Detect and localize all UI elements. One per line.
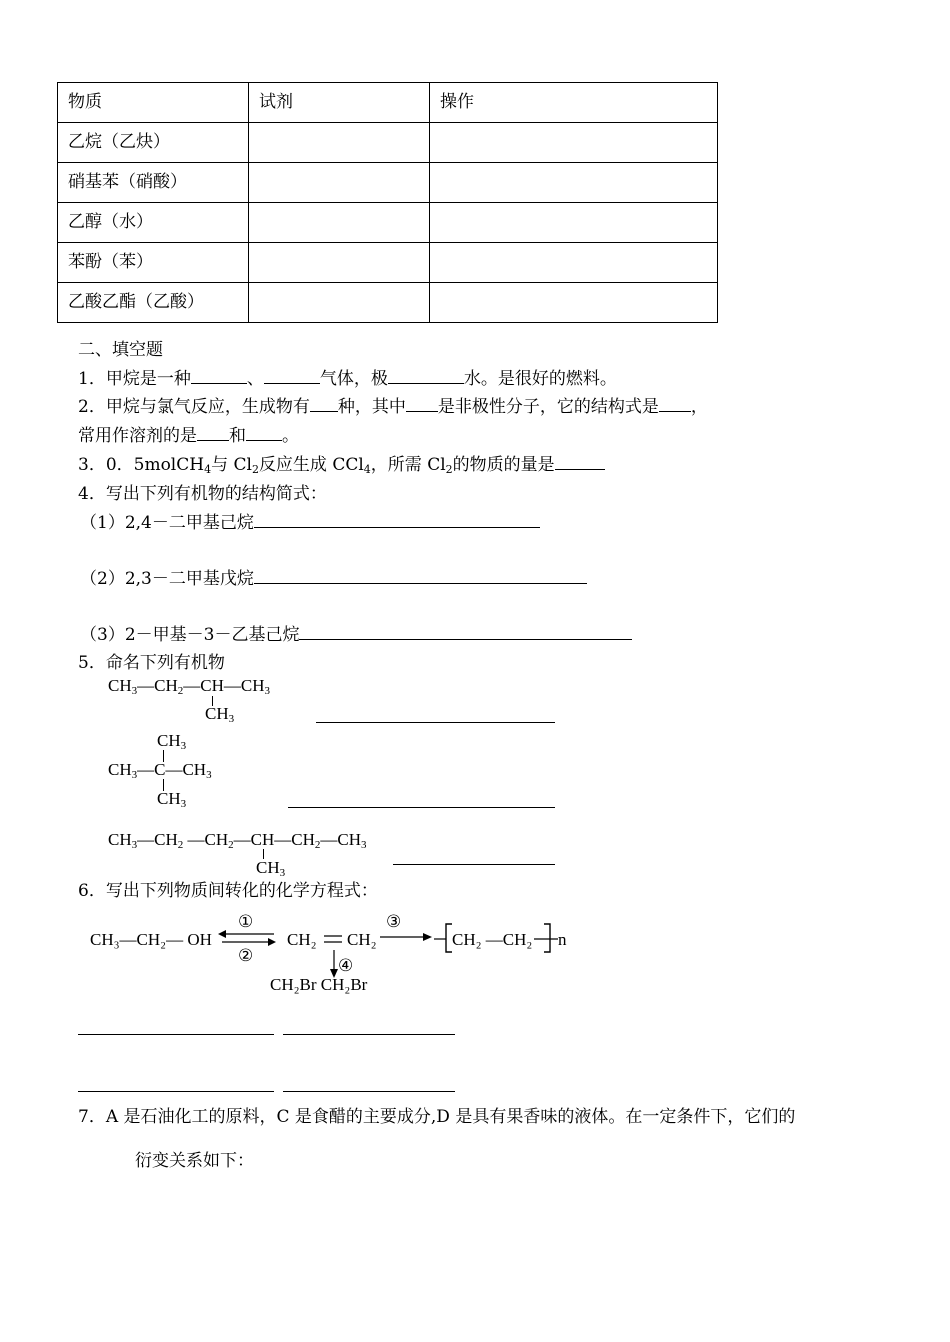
arrow-right-icon: [380, 930, 432, 944]
answer-blank[interactable]: [246, 424, 282, 441]
double-bond-icon: [322, 930, 344, 950]
table-cell[interactable]: [430, 243, 718, 283]
answer-blank[interactable]: [555, 453, 605, 470]
table-header-cell: 试剂: [249, 83, 430, 123]
step-label: ④: [338, 956, 354, 976]
table-cell[interactable]: [249, 123, 430, 163]
step-label: ②: [238, 946, 254, 966]
table-cell[interactable]: [249, 203, 430, 243]
subscript: 2: [251, 463, 259, 476]
q2-text: 2．甲烷与氯气反应，生成物有: [78, 397, 310, 417]
table-cell[interactable]: [249, 283, 430, 323]
polymer-unit: CH₂ —CH₂: [452, 930, 533, 949]
answer-blank[interactable]: [299, 623, 632, 640]
table-cell: 硝基苯（硝酸）: [58, 163, 249, 203]
subscript: 4: [363, 463, 371, 476]
q1-text: 、: [246, 369, 264, 389]
table-header-row: [58, 83, 718, 123]
question-7-line2: 衍变关系如下：: [135, 1151, 254, 1171]
answer-blank[interactable]: [283, 1034, 455, 1035]
answer-blank[interactable]: [659, 395, 691, 412]
answer-blank[interactable]: [388, 367, 464, 384]
q2-text: ，: [690, 397, 708, 417]
question-7-line1: 7．A 是石油化工的原料，C 是食醋的主要成分,D 是具有果香味的液体。在一定条件下，它们的: [78, 1107, 796, 1127]
answer-blank[interactable]: [393, 864, 555, 865]
table-row: [58, 243, 718, 283]
table-cell: 乙烷（乙炔）: [58, 123, 249, 163]
table-header-cell: 操作: [430, 83, 718, 123]
answer-blank[interactable]: [197, 424, 229, 441]
answer-blank[interactable]: [310, 395, 338, 412]
q1-text: 1．甲烷是一种: [78, 369, 191, 389]
question-3: [78, 450, 605, 476]
dibromoethane: CH₂Br CH₂Br: [270, 975, 368, 994]
table-row: [58, 163, 718, 203]
table-header-cell: 物质: [58, 83, 249, 123]
table-row: [58, 203, 718, 243]
question-2: [78, 392, 708, 417]
q2-text: 。: [282, 426, 299, 446]
table-cell: 乙酸乙酯（乙酸）: [58, 283, 249, 323]
answer-blank[interactable]: [191, 367, 247, 384]
question-5-title: 5．命名下列有机物: [78, 653, 225, 673]
q2-text: 种，其中: [337, 397, 406, 417]
answer-blank[interactable]: [78, 1091, 274, 1092]
q2-text: 是非极性分子，它的结构式是: [437, 397, 659, 417]
table-cell[interactable]: [430, 283, 718, 323]
table-cell[interactable]: [430, 203, 718, 243]
answer-blank[interactable]: [254, 511, 540, 528]
table-cell[interactable]: [249, 163, 430, 203]
ethanol-formula: CH₃—CH₂— OH: [90, 930, 212, 949]
question-6-title: 6．写出下列物质间转化的化学方程式：: [78, 881, 378, 901]
answer-blank[interactable]: [288, 807, 555, 808]
polymer-n: n: [558, 930, 567, 949]
q4-item: [80, 620, 632, 645]
q4-item: [80, 564, 587, 589]
question-4-title: 4．写出下列有机物的结构简式：: [78, 484, 327, 504]
answer-blank[interactable]: [254, 567, 587, 584]
table-cell[interactable]: [430, 163, 718, 203]
table-cell[interactable]: [430, 123, 718, 163]
table-cell: 乙醇（水）: [58, 203, 249, 243]
q3-text: 的物质的量是: [452, 455, 555, 475]
q3-text: 3．0．5molCH: [78, 455, 205, 475]
step-label: ①: [238, 912, 254, 932]
q1-text: 水。是很好的燃料。: [463, 369, 617, 389]
q4-item-label: （2）2,3－二甲基戊烷: [80, 569, 254, 589]
step-label: ③: [386, 912, 402, 932]
q4-item-label: （1）2,4－二甲基己烷: [80, 513, 254, 533]
q3-text: 与 Cl: [211, 455, 252, 475]
q2-text: 和: [229, 426, 246, 446]
subscript: 4: [204, 463, 212, 476]
answer-blank[interactable]: [406, 395, 438, 412]
answer-blank[interactable]: [264, 367, 320, 384]
subscript: 2: [445, 463, 453, 476]
q3-text: 反应生成 CCl: [258, 455, 364, 475]
section-title: 二、填空题: [78, 340, 163, 360]
answer-blank[interactable]: [78, 1034, 274, 1035]
q2-text: 常用作溶剂的是: [78, 426, 197, 446]
answer-blank[interactable]: [316, 722, 555, 723]
answer-blank[interactable]: [283, 1091, 455, 1092]
table-row: [58, 123, 718, 163]
ethylene-right: CH₂: [347, 930, 377, 949]
q1-text: 气体，极: [319, 369, 388, 389]
q4-item: [80, 508, 540, 533]
question-1: [78, 364, 617, 389]
ethylene-left: CH₂: [287, 930, 317, 949]
separation-table: [57, 82, 718, 323]
question-2-line2: [78, 421, 299, 446]
table-cell: 苯酚（苯）: [58, 243, 249, 283]
table-cell[interactable]: [249, 243, 430, 283]
q4-item-label: （3）2－甲基－3－乙基己烷: [80, 625, 300, 645]
q3-text: ，所需 Cl: [370, 455, 446, 475]
table-row: [58, 283, 718, 323]
